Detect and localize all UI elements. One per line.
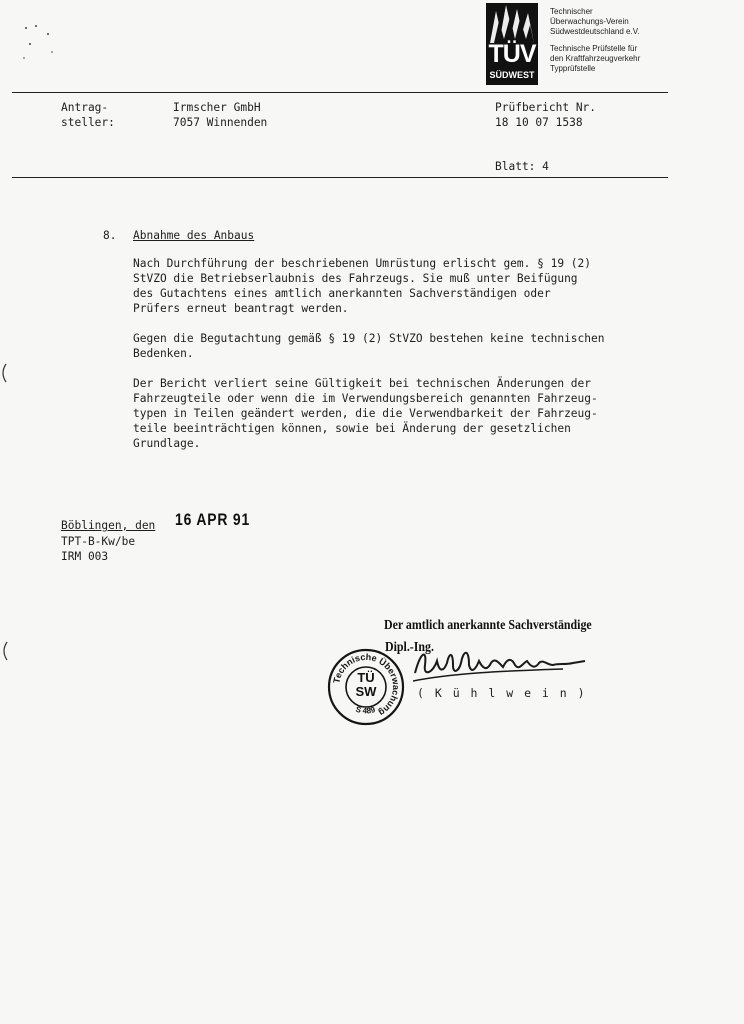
- text-line: teile beeinträchtigen können, sowie bei Änderung der gesetzlichen: [133, 422, 571, 435]
- reference-code: TPT-B-Kw/be: [61, 535, 136, 548]
- text-line: Fahrzeugteile oder wenn die im Verwendungsbereich genannten Fahrzeug-: [133, 392, 598, 405]
- tuv-logo: [486, 3, 538, 85]
- text-line: des Gutachtens eines amtlich anerkannten Sachverständigen oder: [133, 287, 551, 300]
- org-line: Überwachungs-Verein: [550, 17, 629, 26]
- header-bottom-rule: [12, 177, 668, 178]
- org-line: Südwestdeutschland e.V.: [550, 27, 640, 36]
- report-label: Prüfbericht Nr.: [495, 101, 597, 114]
- text-line: Prüfers erneut beantragt werden.: [133, 302, 349, 315]
- stamp-number-text: S 489: [354, 704, 377, 716]
- stamp-center-line1: TÜ: [357, 670, 375, 685]
- logo-sub-text: SÜDWEST: [489, 70, 535, 80]
- scan-mark: [0, 362, 10, 384]
- text-line: StVZO die Betriebserlaubnis des Fahrzeugs. Sie muß unter Beifügung: [133, 272, 578, 285]
- paragraph-2: [133, 331, 663, 361]
- logo-main-text: TÜV: [488, 40, 536, 68]
- applicant-name: Irmscher GmbH: [173, 101, 261, 114]
- dept-line: Technische Prüfstelle für: [550, 44, 638, 53]
- text-line: typen in Teilen geändert werden, die die Verwendbarkeit der Fahrzeug-: [133, 407, 598, 420]
- dept-line: Typprüfstelle: [550, 64, 596, 73]
- org-line: Technischer: [550, 7, 593, 16]
- stamp-ring-text: Technische Überwachung: [331, 651, 402, 719]
- section-number: 8.: [103, 229, 117, 242]
- date-stamp: 16 APR 91: [175, 510, 251, 529]
- signatory-degree: Dipl.-Ing.: [385, 640, 434, 655]
- text-line: Der Bericht verliert seine Gültigkeit bei technischen Änderungen der: [133, 377, 592, 390]
- text-line: Bedenken.: [133, 347, 194, 360]
- text-line: Nach Durchführung der beschriebenen Umrüstung erlischt gem. § 19 (2): [133, 257, 592, 270]
- report-number: 18 10 07 1538: [495, 116, 583, 129]
- text-line: Gegen die Begutachtung gemäß § 19 (2) StVZO bestehen keine technischen: [133, 332, 605, 345]
- paragraph-3: [133, 376, 663, 451]
- organisation-info: [550, 7, 740, 74]
- signatory-name: ( K ü h l w e i n ): [417, 686, 587, 700]
- paragraph-1: [133, 256, 663, 316]
- reference-number: IRM 003: [61, 550, 109, 563]
- scan-mark: [0, 640, 10, 662]
- applicant-label-line2: steller:: [61, 116, 115, 129]
- text-line: Grundlage.: [133, 437, 201, 450]
- dept-line: den Kraftfahrzeugverkehr: [550, 54, 641, 63]
- signatory-title: Der amtlich anerkannte Sachverständige: [384, 618, 592, 633]
- applicant-label-line1: Antrag-: [61, 101, 109, 114]
- header-rule: [12, 92, 668, 93]
- sheet-number: Blatt: 4: [495, 160, 549, 173]
- stamp-center: [327, 671, 405, 699]
- official-stamp: [327, 648, 405, 726]
- stamp-center-line2: SW: [355, 684, 377, 699]
- scan-speckles: [22, 22, 62, 62]
- handwritten-signature: [413, 643, 588, 685]
- place-date-label: Böblingen, den: [61, 519, 156, 532]
- logo-flame-graphic: [486, 3, 538, 43]
- applicant-address: 7057 Winnenden: [173, 116, 268, 129]
- section-title: Abnahme des Anbaus: [133, 229, 255, 242]
